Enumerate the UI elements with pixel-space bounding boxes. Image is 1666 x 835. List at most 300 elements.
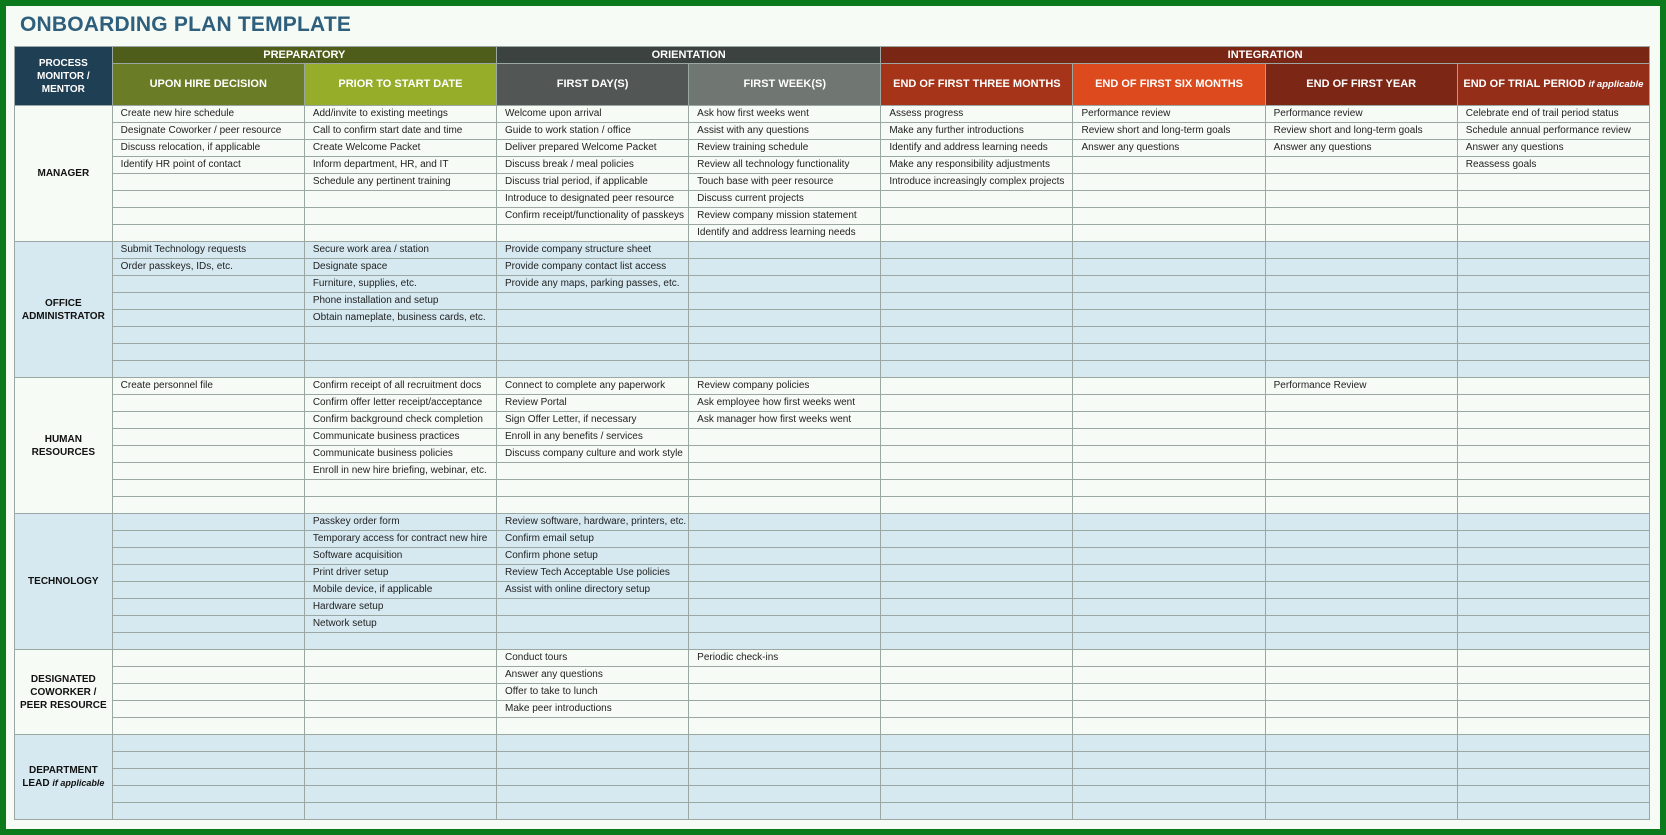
table-cell[interactable] bbox=[689, 361, 881, 378]
table-cell[interactable]: Review software, hardware, printers, etc. bbox=[497, 514, 689, 531]
table-cell[interactable] bbox=[112, 463, 304, 480]
table-cell[interactable] bbox=[881, 293, 1073, 310]
table-cell[interactable]: Discuss relocation, if applicable bbox=[112, 140, 304, 157]
table-cell[interactable]: Make peer introductions bbox=[497, 701, 689, 718]
table-cell[interactable] bbox=[881, 565, 1073, 582]
table-cell[interactable] bbox=[1073, 344, 1265, 361]
table-cell[interactable] bbox=[881, 633, 1073, 650]
table-cell[interactable] bbox=[304, 718, 496, 735]
table-cell[interactable] bbox=[1073, 701, 1265, 718]
table-cell[interactable] bbox=[304, 803, 496, 820]
table-cell[interactable] bbox=[304, 480, 496, 497]
table-cell[interactable] bbox=[1073, 684, 1265, 701]
table-cell[interactable] bbox=[497, 225, 689, 242]
table-cell[interactable] bbox=[1265, 446, 1457, 463]
table-cell[interactable]: Introduce to designated peer resource bbox=[497, 191, 689, 208]
table-cell[interactable] bbox=[1265, 480, 1457, 497]
table-cell[interactable] bbox=[304, 327, 496, 344]
table-cell[interactable] bbox=[1073, 208, 1265, 225]
table-cell[interactable] bbox=[881, 208, 1073, 225]
table-cell[interactable] bbox=[1265, 276, 1457, 293]
table-cell[interactable]: Hardware setup bbox=[304, 599, 496, 616]
table-cell[interactable]: Ask employee how first weeks went bbox=[689, 395, 881, 412]
table-cell[interactable]: Obtain nameplate, business cards, etc. bbox=[304, 310, 496, 327]
table-cell[interactable] bbox=[304, 786, 496, 803]
table-cell[interactable] bbox=[1073, 310, 1265, 327]
table-cell[interactable] bbox=[1457, 582, 1649, 599]
table-cell[interactable] bbox=[689, 276, 881, 293]
table-cell[interactable]: Secure work area / station bbox=[304, 242, 496, 259]
table-cell[interactable] bbox=[304, 769, 496, 786]
table-cell[interactable] bbox=[497, 769, 689, 786]
table-cell[interactable] bbox=[1457, 429, 1649, 446]
table-cell[interactable] bbox=[689, 786, 881, 803]
table-cell[interactable] bbox=[1265, 684, 1457, 701]
table-cell[interactable] bbox=[1265, 667, 1457, 684]
table-cell[interactable] bbox=[689, 565, 881, 582]
table-cell[interactable] bbox=[497, 735, 689, 752]
table-cell[interactable] bbox=[1457, 718, 1649, 735]
table-cell[interactable] bbox=[112, 752, 304, 769]
table-cell[interactable] bbox=[881, 446, 1073, 463]
table-cell[interactable] bbox=[1457, 803, 1649, 820]
table-cell[interactable]: Ask how first weeks went bbox=[689, 106, 881, 123]
table-cell[interactable]: Schedule annual performance review bbox=[1457, 123, 1649, 140]
table-cell[interactable] bbox=[1457, 293, 1649, 310]
table-cell[interactable] bbox=[1265, 769, 1457, 786]
table-cell[interactable] bbox=[689, 769, 881, 786]
table-cell[interactable] bbox=[1073, 174, 1265, 191]
table-cell[interactable] bbox=[881, 718, 1073, 735]
table-cell[interactable] bbox=[112, 803, 304, 820]
table-cell[interactable] bbox=[112, 786, 304, 803]
table-cell[interactable]: Discuss trial period, if applicable bbox=[497, 174, 689, 191]
table-cell[interactable] bbox=[1073, 565, 1265, 582]
table-cell[interactable]: Answer any questions bbox=[1073, 140, 1265, 157]
table-cell[interactable] bbox=[112, 531, 304, 548]
table-cell[interactable] bbox=[1265, 463, 1457, 480]
table-cell[interactable] bbox=[689, 446, 881, 463]
table-cell[interactable] bbox=[689, 582, 881, 599]
table-cell[interactable]: Discuss break / meal policies bbox=[497, 157, 689, 174]
table-cell[interactable] bbox=[304, 208, 496, 225]
table-cell[interactable] bbox=[304, 633, 496, 650]
table-cell[interactable] bbox=[1457, 259, 1649, 276]
table-cell[interactable] bbox=[1265, 259, 1457, 276]
table-cell[interactable] bbox=[1457, 225, 1649, 242]
table-cell[interactable]: Review short and long-term goals bbox=[1265, 123, 1457, 140]
table-cell[interactable]: Review company mission statement bbox=[689, 208, 881, 225]
table-cell[interactable] bbox=[1265, 531, 1457, 548]
table-cell[interactable] bbox=[112, 650, 304, 667]
table-cell[interactable] bbox=[1457, 412, 1649, 429]
table-cell[interactable] bbox=[1265, 718, 1457, 735]
table-cell[interactable]: Create personnel file bbox=[112, 378, 304, 395]
table-cell[interactable] bbox=[497, 803, 689, 820]
table-cell[interactable] bbox=[1457, 735, 1649, 752]
table-cell[interactable] bbox=[1265, 293, 1457, 310]
table-cell[interactable]: Communicate business practices bbox=[304, 429, 496, 446]
table-cell[interactable] bbox=[1073, 786, 1265, 803]
table-cell[interactable] bbox=[1457, 446, 1649, 463]
table-cell[interactable] bbox=[112, 225, 304, 242]
table-cell[interactable] bbox=[1265, 633, 1457, 650]
table-cell[interactable] bbox=[881, 259, 1073, 276]
table-cell[interactable] bbox=[881, 582, 1073, 599]
table-cell[interactable] bbox=[881, 276, 1073, 293]
table-cell[interactable] bbox=[1265, 786, 1457, 803]
table-cell[interactable] bbox=[881, 514, 1073, 531]
table-cell[interactable]: Review all technology functionality bbox=[689, 157, 881, 174]
table-cell[interactable] bbox=[112, 327, 304, 344]
table-cell[interactable] bbox=[497, 752, 689, 769]
table-cell[interactable] bbox=[1457, 310, 1649, 327]
table-cell[interactable] bbox=[1457, 344, 1649, 361]
table-cell[interactable] bbox=[1073, 616, 1265, 633]
table-cell[interactable]: Conduct tours bbox=[497, 650, 689, 667]
table-cell[interactable] bbox=[1073, 599, 1265, 616]
table-cell[interactable] bbox=[1073, 276, 1265, 293]
table-cell[interactable] bbox=[689, 344, 881, 361]
table-cell[interactable] bbox=[1073, 514, 1265, 531]
table-cell[interactable] bbox=[689, 463, 881, 480]
table-cell[interactable] bbox=[112, 208, 304, 225]
table-cell[interactable] bbox=[689, 497, 881, 514]
table-cell[interactable] bbox=[112, 735, 304, 752]
table-cell[interactable] bbox=[1073, 225, 1265, 242]
table-cell[interactable] bbox=[112, 412, 304, 429]
table-cell[interactable]: Performance review bbox=[1265, 106, 1457, 123]
table-cell[interactable] bbox=[1073, 735, 1265, 752]
table-cell[interactable]: Answer any questions bbox=[1457, 140, 1649, 157]
table-cell[interactable]: Connect to complete any paperwork bbox=[497, 378, 689, 395]
table-cell[interactable]: Make any further introductions bbox=[881, 123, 1073, 140]
table-cell[interactable] bbox=[1073, 718, 1265, 735]
table-cell[interactable] bbox=[1073, 480, 1265, 497]
table-cell[interactable] bbox=[689, 718, 881, 735]
table-cell[interactable] bbox=[1265, 497, 1457, 514]
table-cell[interactable] bbox=[1265, 157, 1457, 174]
table-cell[interactable] bbox=[304, 701, 496, 718]
table-cell[interactable] bbox=[112, 599, 304, 616]
table-cell[interactable] bbox=[112, 276, 304, 293]
table-cell[interactable] bbox=[1265, 208, 1457, 225]
table-cell[interactable]: Touch base with peer resource bbox=[689, 174, 881, 191]
table-cell[interactable] bbox=[1457, 242, 1649, 259]
table-cell[interactable] bbox=[689, 701, 881, 718]
table-cell[interactable] bbox=[1073, 259, 1265, 276]
table-cell[interactable] bbox=[1457, 395, 1649, 412]
table-cell[interactable]: Reassess goals bbox=[1457, 157, 1649, 174]
table-cell[interactable] bbox=[1457, 548, 1649, 565]
table-cell[interactable] bbox=[1265, 803, 1457, 820]
table-cell[interactable] bbox=[1457, 786, 1649, 803]
table-cell[interactable] bbox=[1073, 412, 1265, 429]
table-cell[interactable]: Review company policies bbox=[689, 378, 881, 395]
table-cell[interactable] bbox=[1457, 480, 1649, 497]
table-cell[interactable] bbox=[1073, 293, 1265, 310]
table-cell[interactable]: Review Tech Acceptable Use policies bbox=[497, 565, 689, 582]
table-cell[interactable] bbox=[881, 667, 1073, 684]
table-cell[interactable]: Confirm offer letter receipt/acceptance bbox=[304, 395, 496, 412]
table-cell[interactable]: Submit Technology requests bbox=[112, 242, 304, 259]
table-cell[interactable] bbox=[304, 752, 496, 769]
table-cell[interactable] bbox=[304, 650, 496, 667]
table-cell[interactable] bbox=[881, 497, 1073, 514]
table-cell[interactable] bbox=[1265, 361, 1457, 378]
table-cell[interactable] bbox=[1265, 225, 1457, 242]
table-cell[interactable]: Sign Offer Letter, if necessary bbox=[497, 412, 689, 429]
table-cell[interactable] bbox=[1265, 582, 1457, 599]
table-cell[interactable] bbox=[304, 497, 496, 514]
table-cell[interactable]: Enroll in new hire briefing, webinar, etc. bbox=[304, 463, 496, 480]
table-cell[interactable]: Ask manager how first weeks went bbox=[689, 412, 881, 429]
table-cell[interactable]: Software acquisition bbox=[304, 548, 496, 565]
table-cell[interactable] bbox=[689, 514, 881, 531]
table-cell[interactable] bbox=[1073, 429, 1265, 446]
table-cell[interactable] bbox=[1073, 752, 1265, 769]
table-cell[interactable] bbox=[112, 361, 304, 378]
table-cell[interactable] bbox=[497, 633, 689, 650]
table-cell[interactable] bbox=[1073, 667, 1265, 684]
table-cell[interactable] bbox=[1265, 565, 1457, 582]
table-cell[interactable] bbox=[304, 191, 496, 208]
table-cell[interactable] bbox=[1073, 769, 1265, 786]
table-cell[interactable]: Identify and address learning needs bbox=[689, 225, 881, 242]
table-cell[interactable] bbox=[1265, 242, 1457, 259]
table-cell[interactable] bbox=[1073, 327, 1265, 344]
table-cell[interactable]: Call to confirm start date and time bbox=[304, 123, 496, 140]
table-cell[interactable] bbox=[1457, 514, 1649, 531]
table-cell[interactable]: Create new hire schedule bbox=[112, 106, 304, 123]
table-cell[interactable] bbox=[112, 497, 304, 514]
table-cell[interactable] bbox=[881, 752, 1073, 769]
table-cell[interactable] bbox=[881, 412, 1073, 429]
table-cell[interactable] bbox=[1457, 174, 1649, 191]
table-cell[interactable] bbox=[112, 548, 304, 565]
table-cell[interactable]: Offer to take to lunch bbox=[497, 684, 689, 701]
table-cell[interactable] bbox=[497, 497, 689, 514]
table-cell[interactable] bbox=[497, 616, 689, 633]
table-cell[interactable] bbox=[881, 769, 1073, 786]
table-cell[interactable]: Confirm receipt of all recruitment docs bbox=[304, 378, 496, 395]
table-cell[interactable] bbox=[689, 480, 881, 497]
table-cell[interactable] bbox=[881, 786, 1073, 803]
table-cell[interactable] bbox=[112, 565, 304, 582]
table-cell[interactable] bbox=[1073, 497, 1265, 514]
table-cell[interactable]: Deliver prepared Welcome Packet bbox=[497, 140, 689, 157]
table-cell[interactable]: Guide to work station / office bbox=[497, 123, 689, 140]
table-cell[interactable] bbox=[1457, 616, 1649, 633]
table-cell[interactable]: Communicate business policies bbox=[304, 446, 496, 463]
table-cell[interactable]: Temporary access for contract new hire bbox=[304, 531, 496, 548]
table-cell[interactable] bbox=[112, 344, 304, 361]
table-cell[interactable] bbox=[1457, 208, 1649, 225]
table-cell[interactable] bbox=[304, 667, 496, 684]
table-cell[interactable] bbox=[689, 293, 881, 310]
table-cell[interactable] bbox=[1457, 599, 1649, 616]
table-cell[interactable] bbox=[1457, 565, 1649, 582]
table-cell[interactable]: Identify and address learning needs bbox=[881, 140, 1073, 157]
table-cell[interactable] bbox=[1265, 650, 1457, 667]
table-cell[interactable] bbox=[112, 582, 304, 599]
table-cell[interactable] bbox=[881, 735, 1073, 752]
table-cell[interactable] bbox=[881, 803, 1073, 820]
table-cell[interactable]: Mobile device, if applicable bbox=[304, 582, 496, 599]
table-cell[interactable] bbox=[1457, 361, 1649, 378]
table-cell[interactable] bbox=[881, 395, 1073, 412]
table-cell[interactable]: Identify HR point of contact bbox=[112, 157, 304, 174]
table-cell[interactable] bbox=[112, 429, 304, 446]
table-cell[interactable] bbox=[112, 718, 304, 735]
table-cell[interactable] bbox=[497, 463, 689, 480]
table-cell[interactable] bbox=[497, 599, 689, 616]
table-cell[interactable] bbox=[1073, 531, 1265, 548]
table-cell[interactable]: Review short and long-term goals bbox=[1073, 123, 1265, 140]
table-cell[interactable]: Print driver setup bbox=[304, 565, 496, 582]
table-cell[interactable] bbox=[1265, 191, 1457, 208]
table-cell[interactable]: Designate space bbox=[304, 259, 496, 276]
table-cell[interactable]: Introduce increasingly complex projects bbox=[881, 174, 1073, 191]
table-cell[interactable] bbox=[112, 684, 304, 701]
table-cell[interactable]: Assist with online directory setup bbox=[497, 582, 689, 599]
table-cell[interactable] bbox=[497, 361, 689, 378]
table-cell[interactable] bbox=[1457, 650, 1649, 667]
table-cell[interactable] bbox=[881, 310, 1073, 327]
table-cell[interactable] bbox=[112, 616, 304, 633]
table-cell[interactable] bbox=[689, 429, 881, 446]
table-cell[interactable] bbox=[1073, 446, 1265, 463]
table-cell[interactable] bbox=[881, 463, 1073, 480]
table-cell[interactable] bbox=[1457, 378, 1649, 395]
table-cell[interactable] bbox=[689, 616, 881, 633]
table-cell[interactable]: Inform department, HR, and IT bbox=[304, 157, 496, 174]
table-cell[interactable] bbox=[497, 310, 689, 327]
table-cell[interactable]: Confirm email setup bbox=[497, 531, 689, 548]
table-cell[interactable] bbox=[881, 548, 1073, 565]
table-cell[interactable] bbox=[881, 684, 1073, 701]
table-cell[interactable] bbox=[881, 701, 1073, 718]
table-cell[interactable] bbox=[1457, 752, 1649, 769]
table-cell[interactable] bbox=[1457, 191, 1649, 208]
table-cell[interactable] bbox=[881, 361, 1073, 378]
table-cell[interactable] bbox=[1457, 633, 1649, 650]
table-cell[interactable]: Welcome upon arrival bbox=[497, 106, 689, 123]
table-cell[interactable] bbox=[304, 684, 496, 701]
table-cell[interactable]: Add/invite to existing meetings bbox=[304, 106, 496, 123]
table-cell[interactable] bbox=[1457, 667, 1649, 684]
table-cell[interactable] bbox=[497, 327, 689, 344]
table-cell[interactable] bbox=[112, 310, 304, 327]
table-cell[interactable] bbox=[1265, 310, 1457, 327]
table-cell[interactable]: Provide any maps, parking passes, etc. bbox=[497, 276, 689, 293]
table-cell[interactable] bbox=[1457, 531, 1649, 548]
table-cell[interactable] bbox=[689, 752, 881, 769]
table-cell[interactable]: Make any responsibility adjustments bbox=[881, 157, 1073, 174]
table-cell[interactable] bbox=[689, 531, 881, 548]
table-cell[interactable] bbox=[881, 225, 1073, 242]
table-cell[interactable]: Confirm phone setup bbox=[497, 548, 689, 565]
table-cell[interactable] bbox=[881, 327, 1073, 344]
table-cell[interactable] bbox=[1457, 327, 1649, 344]
table-cell[interactable] bbox=[1073, 378, 1265, 395]
table-cell[interactable] bbox=[881, 650, 1073, 667]
table-cell[interactable] bbox=[112, 174, 304, 191]
table-cell[interactable] bbox=[689, 599, 881, 616]
table-cell[interactable]: Order passkeys, IDs, etc. bbox=[112, 259, 304, 276]
table-cell[interactable] bbox=[497, 718, 689, 735]
table-cell[interactable]: Periodic check-ins bbox=[689, 650, 881, 667]
table-cell[interactable]: Designate Coworker / peer resource bbox=[112, 123, 304, 140]
table-cell[interactable] bbox=[881, 378, 1073, 395]
table-cell[interactable] bbox=[1265, 599, 1457, 616]
table-cell[interactable]: Assist with any questions bbox=[689, 123, 881, 140]
table-cell[interactable] bbox=[497, 480, 689, 497]
table-cell[interactable] bbox=[1073, 191, 1265, 208]
table-cell[interactable] bbox=[112, 191, 304, 208]
table-cell[interactable] bbox=[1265, 735, 1457, 752]
table-cell[interactable] bbox=[881, 531, 1073, 548]
table-cell[interactable] bbox=[1265, 174, 1457, 191]
table-cell[interactable]: Review Portal bbox=[497, 395, 689, 412]
table-cell[interactable] bbox=[1265, 616, 1457, 633]
table-cell[interactable] bbox=[112, 667, 304, 684]
table-cell[interactable] bbox=[1265, 327, 1457, 344]
table-cell[interactable] bbox=[689, 259, 881, 276]
table-cell[interactable]: Schedule any pertinent training bbox=[304, 174, 496, 191]
table-cell[interactable]: Discuss company culture and work style bbox=[497, 446, 689, 463]
table-cell[interactable] bbox=[689, 242, 881, 259]
table-cell[interactable] bbox=[881, 480, 1073, 497]
table-cell[interactable] bbox=[689, 803, 881, 820]
table-cell[interactable]: Furniture, supplies, etc. bbox=[304, 276, 496, 293]
table-cell[interactable] bbox=[1457, 701, 1649, 718]
table-cell[interactable] bbox=[1457, 276, 1649, 293]
table-cell[interactable] bbox=[881, 429, 1073, 446]
table-cell[interactable] bbox=[1073, 633, 1265, 650]
table-cell[interactable]: Confirm receipt/functionality of passkeys bbox=[497, 208, 689, 225]
table-cell[interactable] bbox=[1073, 242, 1265, 259]
table-cell[interactable]: Enroll in any benefits / services bbox=[497, 429, 689, 446]
table-cell[interactable] bbox=[304, 361, 496, 378]
table-cell[interactable] bbox=[689, 327, 881, 344]
table-cell[interactable] bbox=[1457, 497, 1649, 514]
table-cell[interactable] bbox=[497, 344, 689, 361]
table-cell[interactable] bbox=[689, 684, 881, 701]
table-cell[interactable] bbox=[1265, 344, 1457, 361]
table-cell[interactable] bbox=[112, 480, 304, 497]
table-cell[interactable]: Phone installation and setup bbox=[304, 293, 496, 310]
table-cell[interactable] bbox=[1265, 412, 1457, 429]
table-cell[interactable] bbox=[112, 293, 304, 310]
table-cell[interactable] bbox=[112, 769, 304, 786]
table-cell[interactable] bbox=[497, 786, 689, 803]
table-cell[interactable] bbox=[881, 599, 1073, 616]
table-cell[interactable] bbox=[1457, 684, 1649, 701]
table-cell[interactable]: Answer any questions bbox=[497, 667, 689, 684]
table-cell[interactable] bbox=[1265, 395, 1457, 412]
table-cell[interactable] bbox=[881, 242, 1073, 259]
table-cell[interactable] bbox=[112, 633, 304, 650]
table-cell[interactable] bbox=[497, 293, 689, 310]
table-cell[interactable]: Network setup bbox=[304, 616, 496, 633]
table-cell[interactable] bbox=[1265, 752, 1457, 769]
table-cell[interactable] bbox=[881, 616, 1073, 633]
table-cell[interactable] bbox=[689, 310, 881, 327]
table-cell[interactable] bbox=[1265, 701, 1457, 718]
table-cell[interactable] bbox=[689, 548, 881, 565]
table-cell[interactable] bbox=[304, 344, 496, 361]
